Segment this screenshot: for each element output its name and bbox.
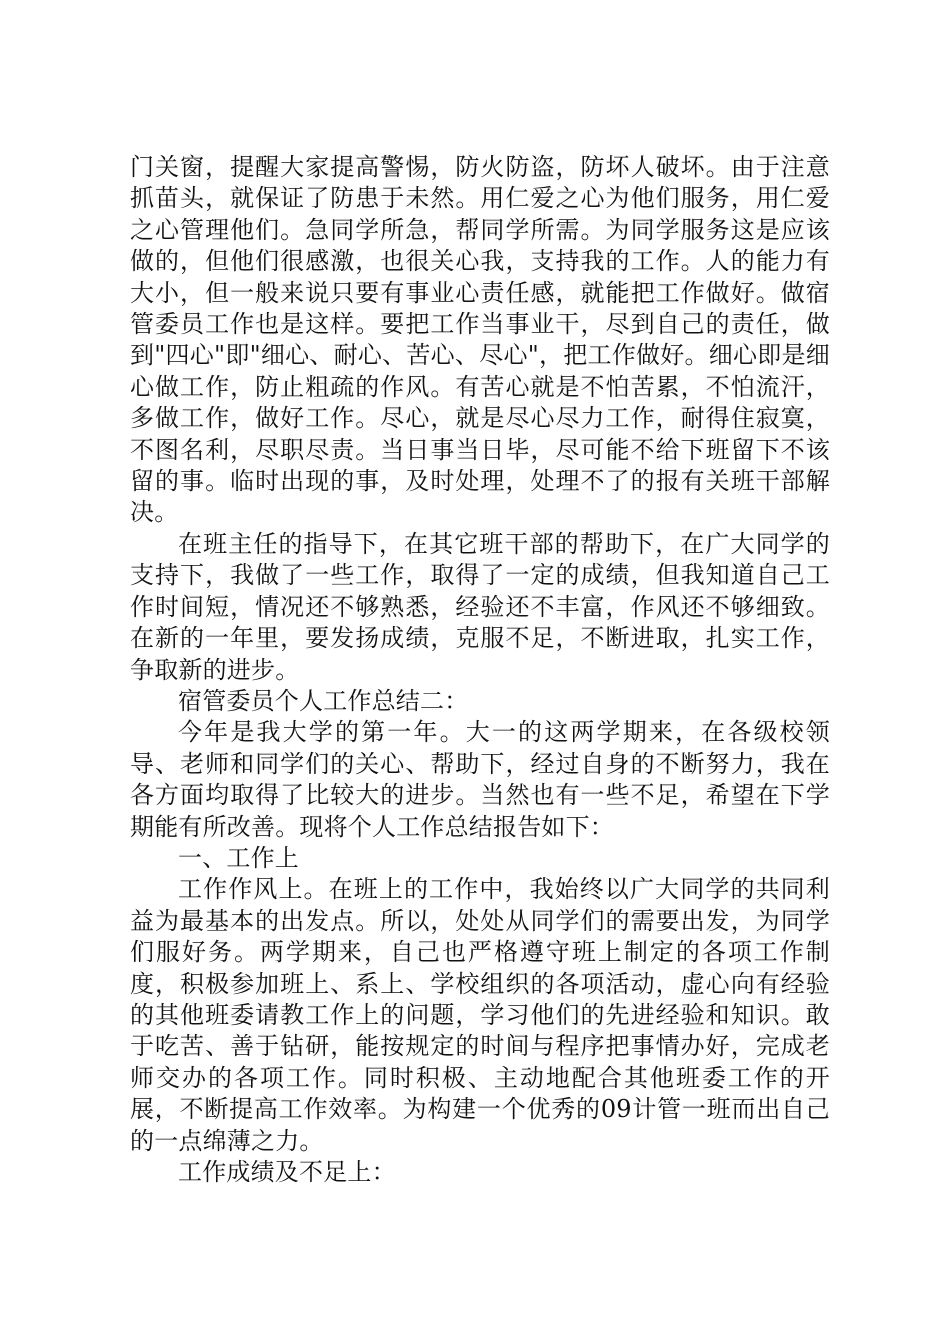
- section-heading-summary-two: 宿管委员个人工作总结二：: [178, 686, 469, 715]
- paragraph-work-style: 工作作风上。在班上的工作中，我始终以广大同学的共同利益为最基本的出发点。所以，处处从同学们的需要出发，为同学们服好务。两学期来，自己也严格遵守班上制定的各项工作制度，积极参加班上、系上、学校组织的各项活动，虚心向有经验的其他班委请教工作上的问题，学习他们的先进经验和知识。敢于吃苦、善于钻研，能按规定的时间与程序把事情办好，完成老师交办的各项工作。同时积极、主动地配合其他班委工作的开展，不断提高工作效率。为构建一个优秀的09计管一班而出自己的一点绵薄之力。: [130, 875, 830, 1155]
- section-heading-results: 工作成绩及不足上：: [178, 1158, 396, 1186]
- paragraph-continuation: 门关窗，提醒大家提高警惕，防火防盗，防坏人破坏。由于注意抓苗头，就保证了防患于未然。用仁爱之心为他们服务，用仁爱之心管理他们。急同学所急，帮同学所需。为同学服务这是应该做的，但他们很感激，也很关心我，支持我的工作。人的能力有大小，但一般来说只要有事业心责任感，就能把工作做好。做宿管委员工作也是这样。要把工作当事业干，尽到自己的责任，做到"四心"即"细心、耐心、苦心、尽心"，把工作做好。细心即是细心做工作，防止粗疏的作风。有苦心就是不怕苦累，不怕流汗，多做工作，做好工作。尽心，就是尽心尽力工作，耐得住寂寞，不图名利，尽职尽责。当日事当日毕，尽可能不给下班留下不该留的事。临时出现的事，及时处理，处理不了的报有关班干部解决。: [130, 153, 830, 527]
- section-heading-work: 一、工作上: [178, 843, 299, 872]
- paragraph-intro: 今年是我大学的第一年。大一的这两学期来，在各级校领导、老师和同学们的关心、帮助下，经过自身的不断努力，我在各方面均取得了比较大的进步。当然也有一些不足，希望在下学期能有所改善。现将个人工作总结报告如下：: [130, 718, 830, 841]
- paragraph-summary: 在班主任的指导下，在其它班干部的帮助下，在广大同学的支持下，我做了一些工作，取得了一定的成绩，但我知道自己工作时间短，情况还不够熟悉，经验还不丰富，作风还不够细致。在新的一年里，要发扬成绩，克服不足，不断进取，扎实工作，争取新的进步。: [130, 529, 830, 684]
- document-body: [130, 152, 830, 1188]
